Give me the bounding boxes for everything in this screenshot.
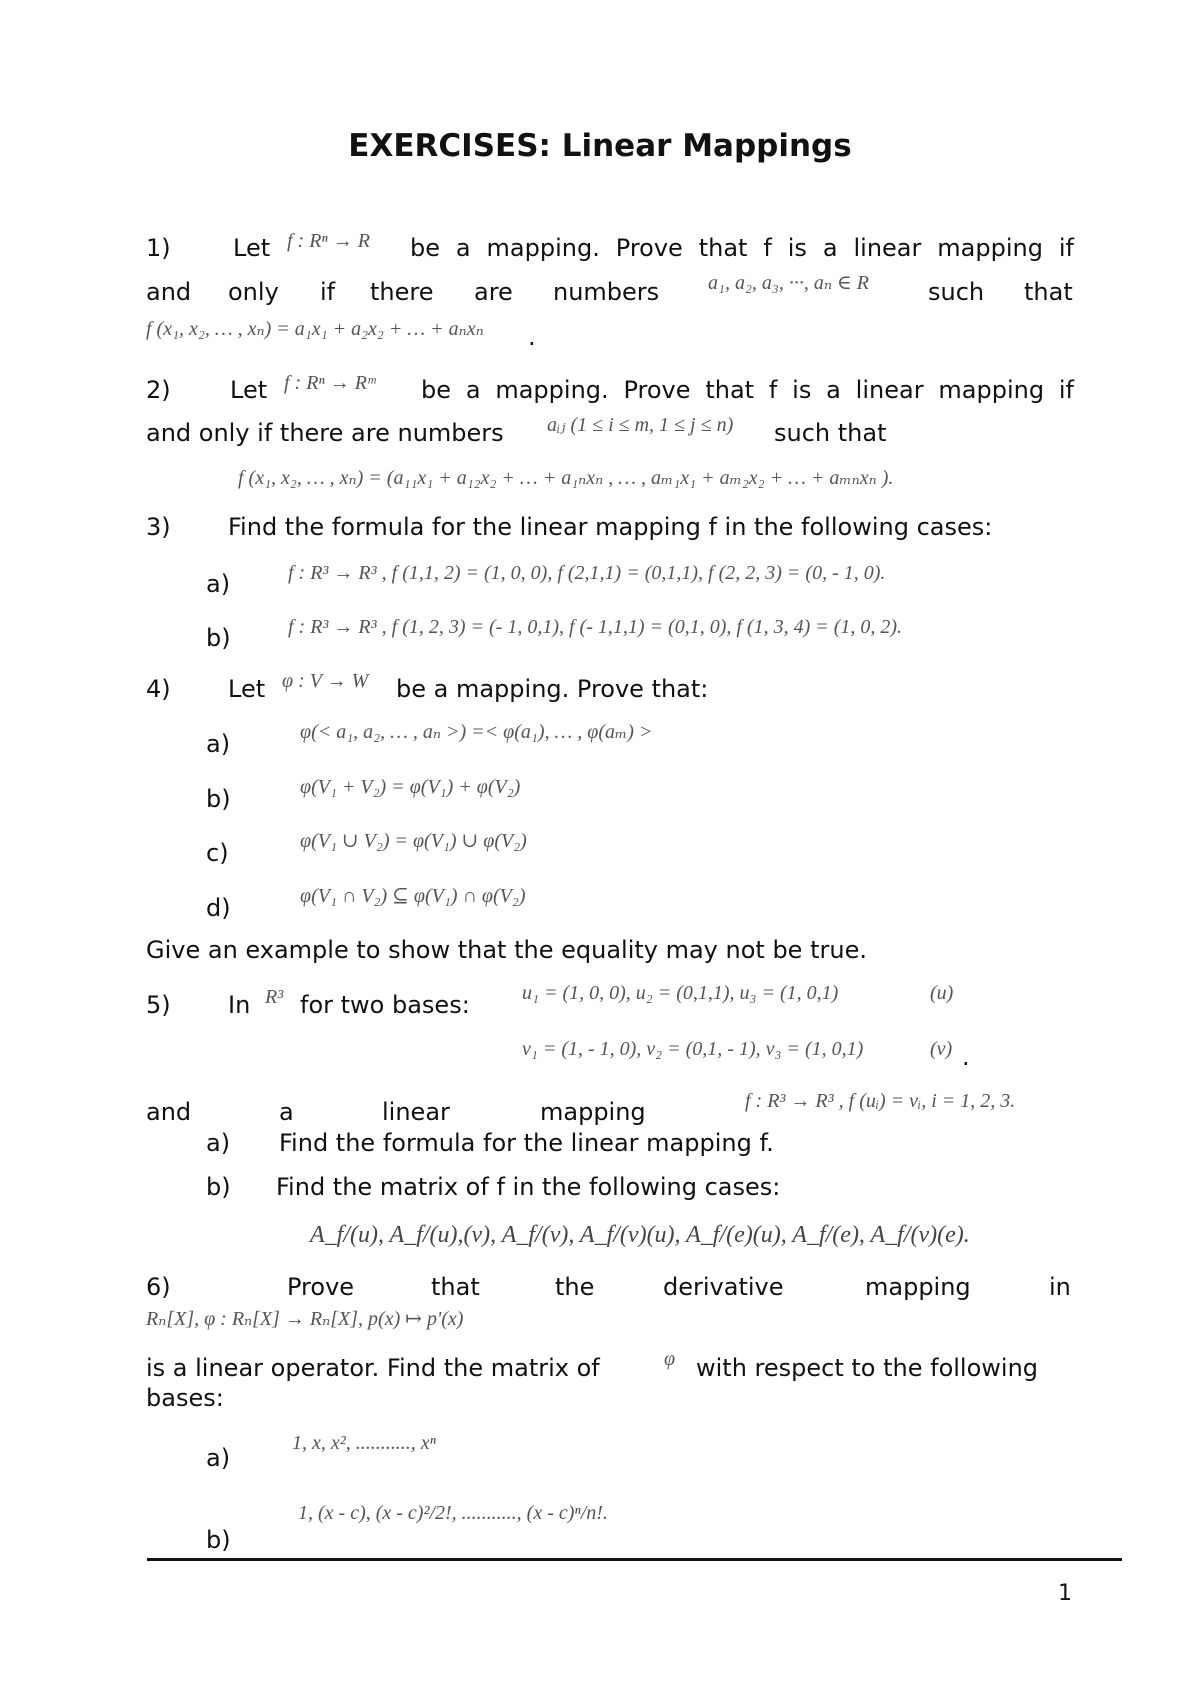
ex1-linear-formula: f (x₁, x₂, … , xₙ) = a₁x₁ + a₂x₂ + … + aₙxₙ: [146, 318, 484, 340]
ex6-word-the: the: [555, 1273, 595, 1301]
ex5-in: In: [228, 991, 251, 1019]
ex2-linear-formula: f (x₁, x₂, … , xₙ) = (a₁₁x₁ + a₁₂x₂ + … + a₁ₙxₙ , … , aₘ₁x₁ + aₘ₂x₂ + … + aₘₙxₙ ).: [238, 467, 894, 489]
ex1-let: Let: [233, 234, 271, 262]
ex1-number: 1): [146, 234, 171, 262]
ex6-line3: is a linear operator. Find the matrix of: [146, 1354, 600, 1382]
ex5-a-label: a): [206, 1129, 231, 1157]
ex6-word-in: in: [1049, 1273, 1071, 1301]
ex1-word-only: only: [228, 278, 279, 306]
page-number: 1: [1058, 1581, 1072, 1606]
ex3-item-b-math: f : R³ → R³ , f (1, 2, 3) = (- 1, 0,1), f (- 1,1,1) = (0,1, 0), f (1, 3, 4) = (1, 0, 2).: [288, 616, 903, 638]
ex5-space: R³: [265, 986, 284, 1008]
ex2-map-formula: f : Rⁿ → Rᵐ: [284, 372, 376, 394]
ex6-map-formula: Rₙ[X], φ : Rₙ[X] → Rₙ[X], p(x) ↦ p'(x): [146, 1308, 464, 1330]
ex2-statement: be a mapping. Prove that f is a linear mapping if: [421, 376, 1074, 404]
ex2-let: Let: [230, 376, 268, 404]
ex5-word-linear: linear: [382, 1098, 450, 1126]
ex5-basis-v-tag: (v): [930, 1038, 953, 1060]
ex6-word-that: that: [431, 1273, 480, 1301]
ex6-word-mapping: mapping: [865, 1273, 971, 1301]
ex3-number: 3): [146, 513, 171, 541]
ex3-statement: Find the formula for the linear mapping f in the following cases:: [228, 513, 993, 541]
ex1-statement: be a mapping. Prove that f is a linear mapping if: [410, 234, 1074, 262]
ex5-for-bases: for two bases:: [300, 991, 470, 1019]
ex2-number: 2): [146, 376, 171, 404]
ex1-word-if: if: [320, 278, 336, 306]
ex1-word-there: there: [370, 278, 434, 306]
ex2-line2: and only if there are numbers: [146, 419, 504, 447]
ex4-number: 4): [146, 675, 171, 703]
ex3-item-a-math: f : R³ → R³ , f (1,1, 2) = (1, 0, 0), f (2,1,1) = (0,1,1), f (2, 2, 3) = (0, - 1, 0).: [288, 562, 886, 584]
ex3-item-a-label: a): [206, 570, 231, 598]
ex1-period: .: [528, 323, 536, 351]
ex6-a-math: 1, x, x², ..........., xⁿ: [292, 1432, 436, 1454]
ex1-numbers-set: a₁, a₂, a₃, ···, aₙ ∈ R: [708, 272, 869, 294]
ex4-item-b-math: φ(V₁ + V₂) = φ(V₁) + φ(V₂): [300, 776, 521, 798]
ex1-word-such: such: [928, 278, 985, 306]
ex5-period: .: [962, 1043, 970, 1071]
ex6-line3-end: with respect to the following: [696, 1354, 1039, 1382]
ex4-item-d-math: φ(V₁ ∩ V₂) ⊆ φ(V₁) ∩ φ(V₂): [300, 885, 526, 907]
ex1-word-are: are: [474, 278, 513, 306]
ex5-basis-u-tag: (u): [930, 982, 954, 1004]
ex4-let: Let: [228, 675, 266, 703]
ex5-map-formula: f : R³ → R³ , f (uᵢ) = vᵢ, i = 1, 2, 3.: [745, 1090, 1016, 1112]
ex4-item-d-label: d): [206, 894, 231, 922]
ex1-map-formula: f : Rⁿ → R: [287, 230, 370, 252]
ex1-word-and: and: [146, 278, 192, 306]
ex6-b-math: 1, (x - c), (x - c)²/2!, ..........., (x - c)ⁿ/n!.: [298, 1502, 608, 1524]
ex6-word-derivative: derivative: [663, 1273, 784, 1301]
page-title: EXERCISES: Linear Mappings: [348, 128, 852, 164]
ex5-a-text: Find the formula for the linear mapping f.: [279, 1129, 774, 1157]
ex5-word-a: a: [279, 1098, 294, 1126]
ex6-phi: φ: [664, 1348, 676, 1370]
ex4-map-formula: φ : V → W: [282, 670, 369, 692]
ex5-basis-v: v₁ = (1, - 1, 0), v₂ = (0,1, - 1), v₃ = (1, 0,1): [522, 1038, 864, 1060]
ex4-item-b-label: b): [206, 785, 231, 813]
ex1-word-that: that: [1024, 278, 1073, 306]
ex6-word-prove: Prove: [287, 1273, 355, 1301]
ex5-basis-u: u₁ = (1, 0, 0), u₂ = (0,1,1), u₃ = (1, 0,1): [522, 982, 839, 1004]
ex4-item-a-label: a): [206, 730, 231, 758]
ex4-item-c-math: φ(V₁ ∪ V₂) = φ(V₁) ∪ φ(V₂): [300, 830, 527, 852]
ex5-word-mapping: mapping: [540, 1098, 646, 1126]
ex4-note: Give an example to show that the equality may not be true.: [146, 936, 867, 964]
ex3-item-b-label: b): [206, 624, 231, 652]
ex6-number: 6): [146, 1273, 171, 1301]
ex5-b-text: Find the matrix of f in the following cases:: [276, 1173, 781, 1201]
footer-rule: [147, 1558, 1122, 1561]
ex4-item-c-label: c): [206, 839, 229, 867]
ex6-b-label: b): [206, 1526, 231, 1554]
ex4-statement: be a mapping. Prove that:: [396, 675, 709, 703]
ex4-item-a-math: φ(< a₁, a₂, … , aₙ >) =< φ(a₁), … , φ(aₘ) >: [300, 721, 653, 743]
ex5-number: 5): [146, 991, 171, 1019]
ex2-such-that: such that: [774, 419, 887, 447]
ex5-word-and: and: [146, 1098, 192, 1126]
ex2-numbers-set: aᵢⱼ (1 ≤ i ≤ m, 1 ≤ j ≤ n): [547, 414, 734, 436]
ex5-matrix-list: A_f/(u), A_f/(u),(v), A_f/(v), A_f/(v)(u), A_f/(e)(u), A_f/(e), A_f/(v)(e).: [310, 1222, 970, 1248]
ex6-a-label: a): [206, 1444, 231, 1472]
ex5-b-label: b): [206, 1173, 231, 1201]
ex1-word-numbers: numbers: [553, 278, 660, 306]
ex6-line4: bases:: [146, 1384, 224, 1412]
